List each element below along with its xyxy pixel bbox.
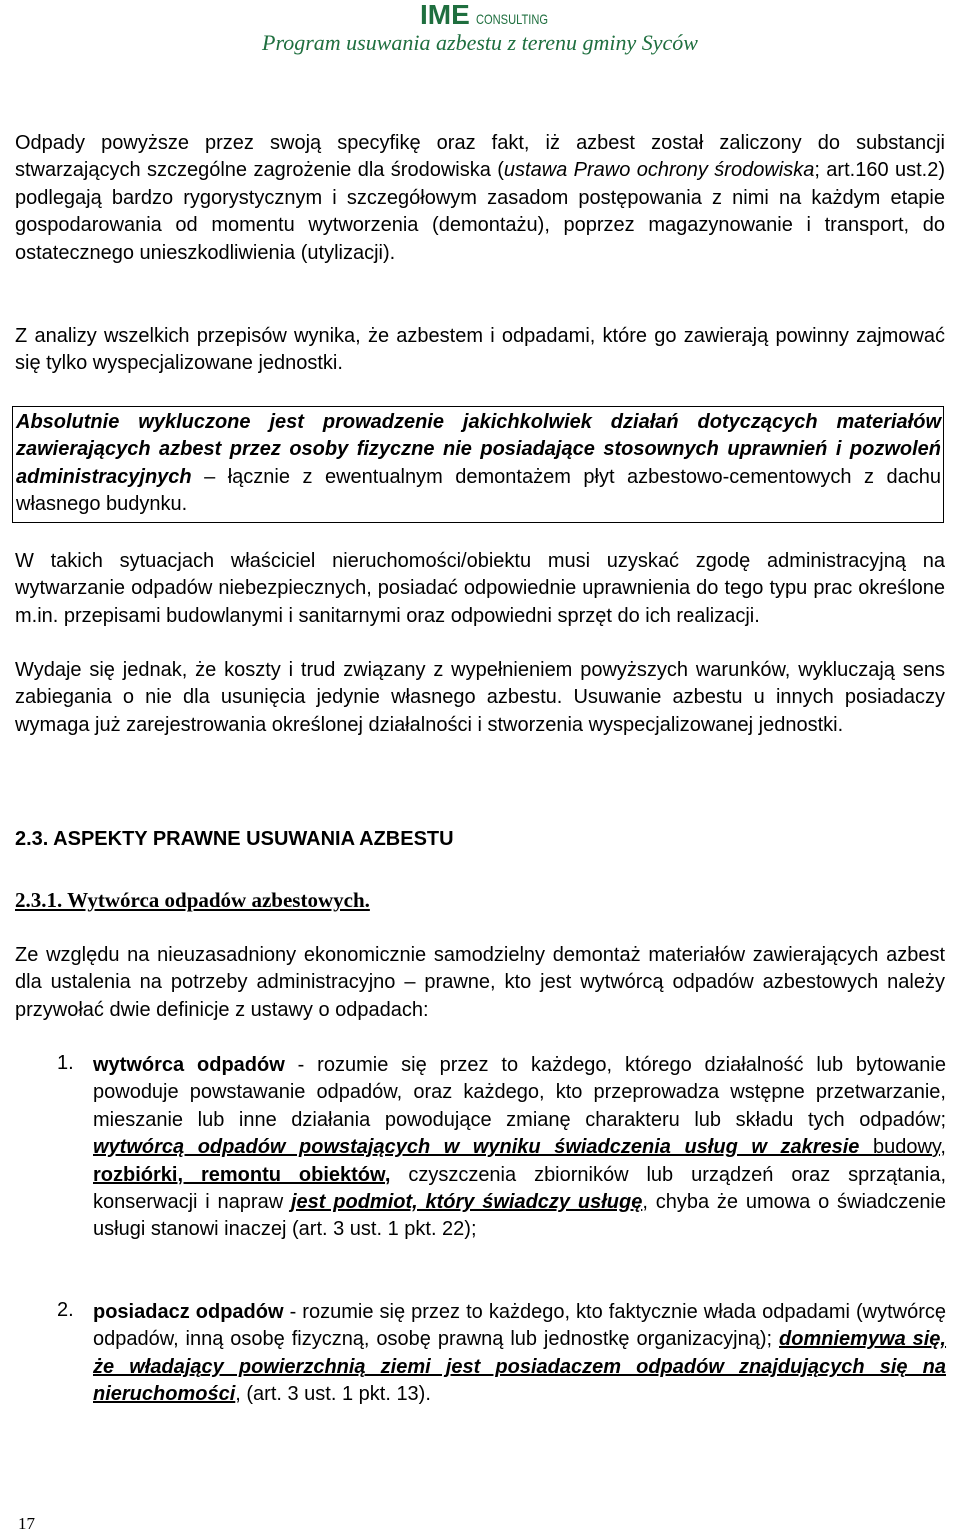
definition-emphasis: domniemywa się, że władający powierzchnią ziemi jest posiadaczem odpadów znajdujących się na nieruchomości: [93, 1328, 946, 1406]
page-number: 17: [18, 1514, 35, 1533]
list-item-waste-producer: [93, 1052, 946, 1244]
definition-term: posiadacz odpadów: [93, 1301, 284, 1323]
p1-text-a: Odpady powyższe przez swoją specyfikę oraz fakt, iż azbest został zaliczony do substancji stwarzających szczególne zagrożenie dla środowiska (: [15, 132, 945, 182]
logo-sub-text: CONSULTING: [476, 11, 548, 27]
warning-box: [12, 406, 944, 523]
definition-emphasis: wytwórcą odpadów powstających w wyniku świadczenia usług w zakresie: [93, 1136, 873, 1159]
definition-text: - rozumie się przez to każdego, którego działalność lub bytowanie powoduje powstawanie odpadów, oraz każdego, kto przeprowadza wstępne przetwarzanie, mieszanie lub inne działania powodujące zmianę charakteru lub składu tych odpadów;: [93, 1054, 946, 1131]
logo-main-text: IME: [420, 0, 470, 30]
list-item-waste-holder: [93, 1299, 946, 1409]
definition-term: wytwórca odpadów: [93, 1054, 285, 1076]
list-item-number: 1.: [57, 1052, 74, 1074]
document-header-subtitle: Program usuwania azbestu z terenu gminy Syców: [262, 30, 698, 55]
section-heading-2-3: 2.3. ASPEKTY PRAWNE USUWANIA AZBESTU: [15, 828, 454, 850]
definition-emphasis: rozbiórki, remontu obiektów,: [93, 1163, 391, 1186]
ime-consulting-logo: [420, 0, 550, 30]
paragraph-definitions-intro: Ze względu na nieuzasadniony ekonomicznie samodzielny demontaż materiałów zawierających azbest dla ustalenia na potrzeby administracyjno – prawne, kto jest wytwórcą odpadów azbestowych należy przywołać dwie definicje z ustawy o odpadach:: [15, 944, 945, 1021]
definition-text: - rozumie się przez to każdego, kto faktycznie włada odpadami (wytwórcę odpadów, inną osobę fizyczną, osobę prawną lub jednostkę organizacyjną);: [93, 1301, 946, 1351]
definition-text: , chyba że umowa o świadczenie usługi stanowi inaczej (art. 3 ust. 1 pkt. 22);: [93, 1191, 947, 1241]
p1-law-reference: ustawa Prawo ochrony środowiska: [503, 159, 815, 182]
definition-emphasis: jest podmiot, który świadczy usługę: [290, 1191, 643, 1214]
warning-bold-text: Absolutnie wykluczone jest prowadzenie jakichkolwiek działań dotyczących materiałów zawierających azbest przez osoby fizyczne nie posiadające stosownych uprawnień i pozwoleń administracyjnych: [16, 411, 941, 488]
paragraph-costs: Wydaje się jednak, że koszty i trud związany z wypełnieniem powyższych warunków, wykluczają sens zabiegania o nie dla usunięcia jedynie własnego azbestu. Usuwanie azbestu u innych posiadaczy wymaga już zarejestrowania określonej działalności i stworzenia wyspecjalizowanej jednostki.: [15, 659, 945, 736]
definition-underlined: budowy,: [872, 1136, 946, 1159]
list-item-number: 2.: [57, 1299, 74, 1321]
p1-text-c: ; art.160 ust.2) podlegają bardzo rygorystycznym i szczegółowym zasadom postępowania z nimi na każdym etapie gospodarowania od momentu wytworzenia (demontażu), poprzez magazynowanie i transport, do ostatecznego unieszkodliwienia (utylizacji).: [15, 159, 945, 264]
section-heading-2-3-1: 2.3.1. Wytwórca odpadów azbestowych.: [15, 888, 370, 912]
definition-text: czyszczenia zbiorników lub urządzeń oraz sprzątania, konserwacji i napraw: [93, 1163, 946, 1214]
definition-text: , (art. 3 ust. 1 pkt. 13).: [235, 1383, 431, 1406]
warning-rest-text: – łącznie z ewentualnym demontażem płyt azbestowo-cementowych z dachu własnego budynku.: [16, 465, 941, 516]
paragraph-waste-specifics: [15, 130, 945, 267]
paragraph-specialized-units: Z analizy wszelkich przepisów wynika, że azbestem i odpadami, które go zawierają powinny zajmować się tylko wyspecjalizowane jednostki.: [15, 325, 945, 375]
paragraph-owner-requirements: W takich sytuacjach właściciel nieruchomości/obiektu musi uzyskać zgodę administracyjną na wytwarzanie odpadów niebezpiecznych, posiadać odpowiednie uprawnienia do tego typu prac określone m.in. przepisami budowlanymi i sanitarnymi oraz odpowiedni sprzęt do ich realizacji.: [15, 550, 945, 627]
